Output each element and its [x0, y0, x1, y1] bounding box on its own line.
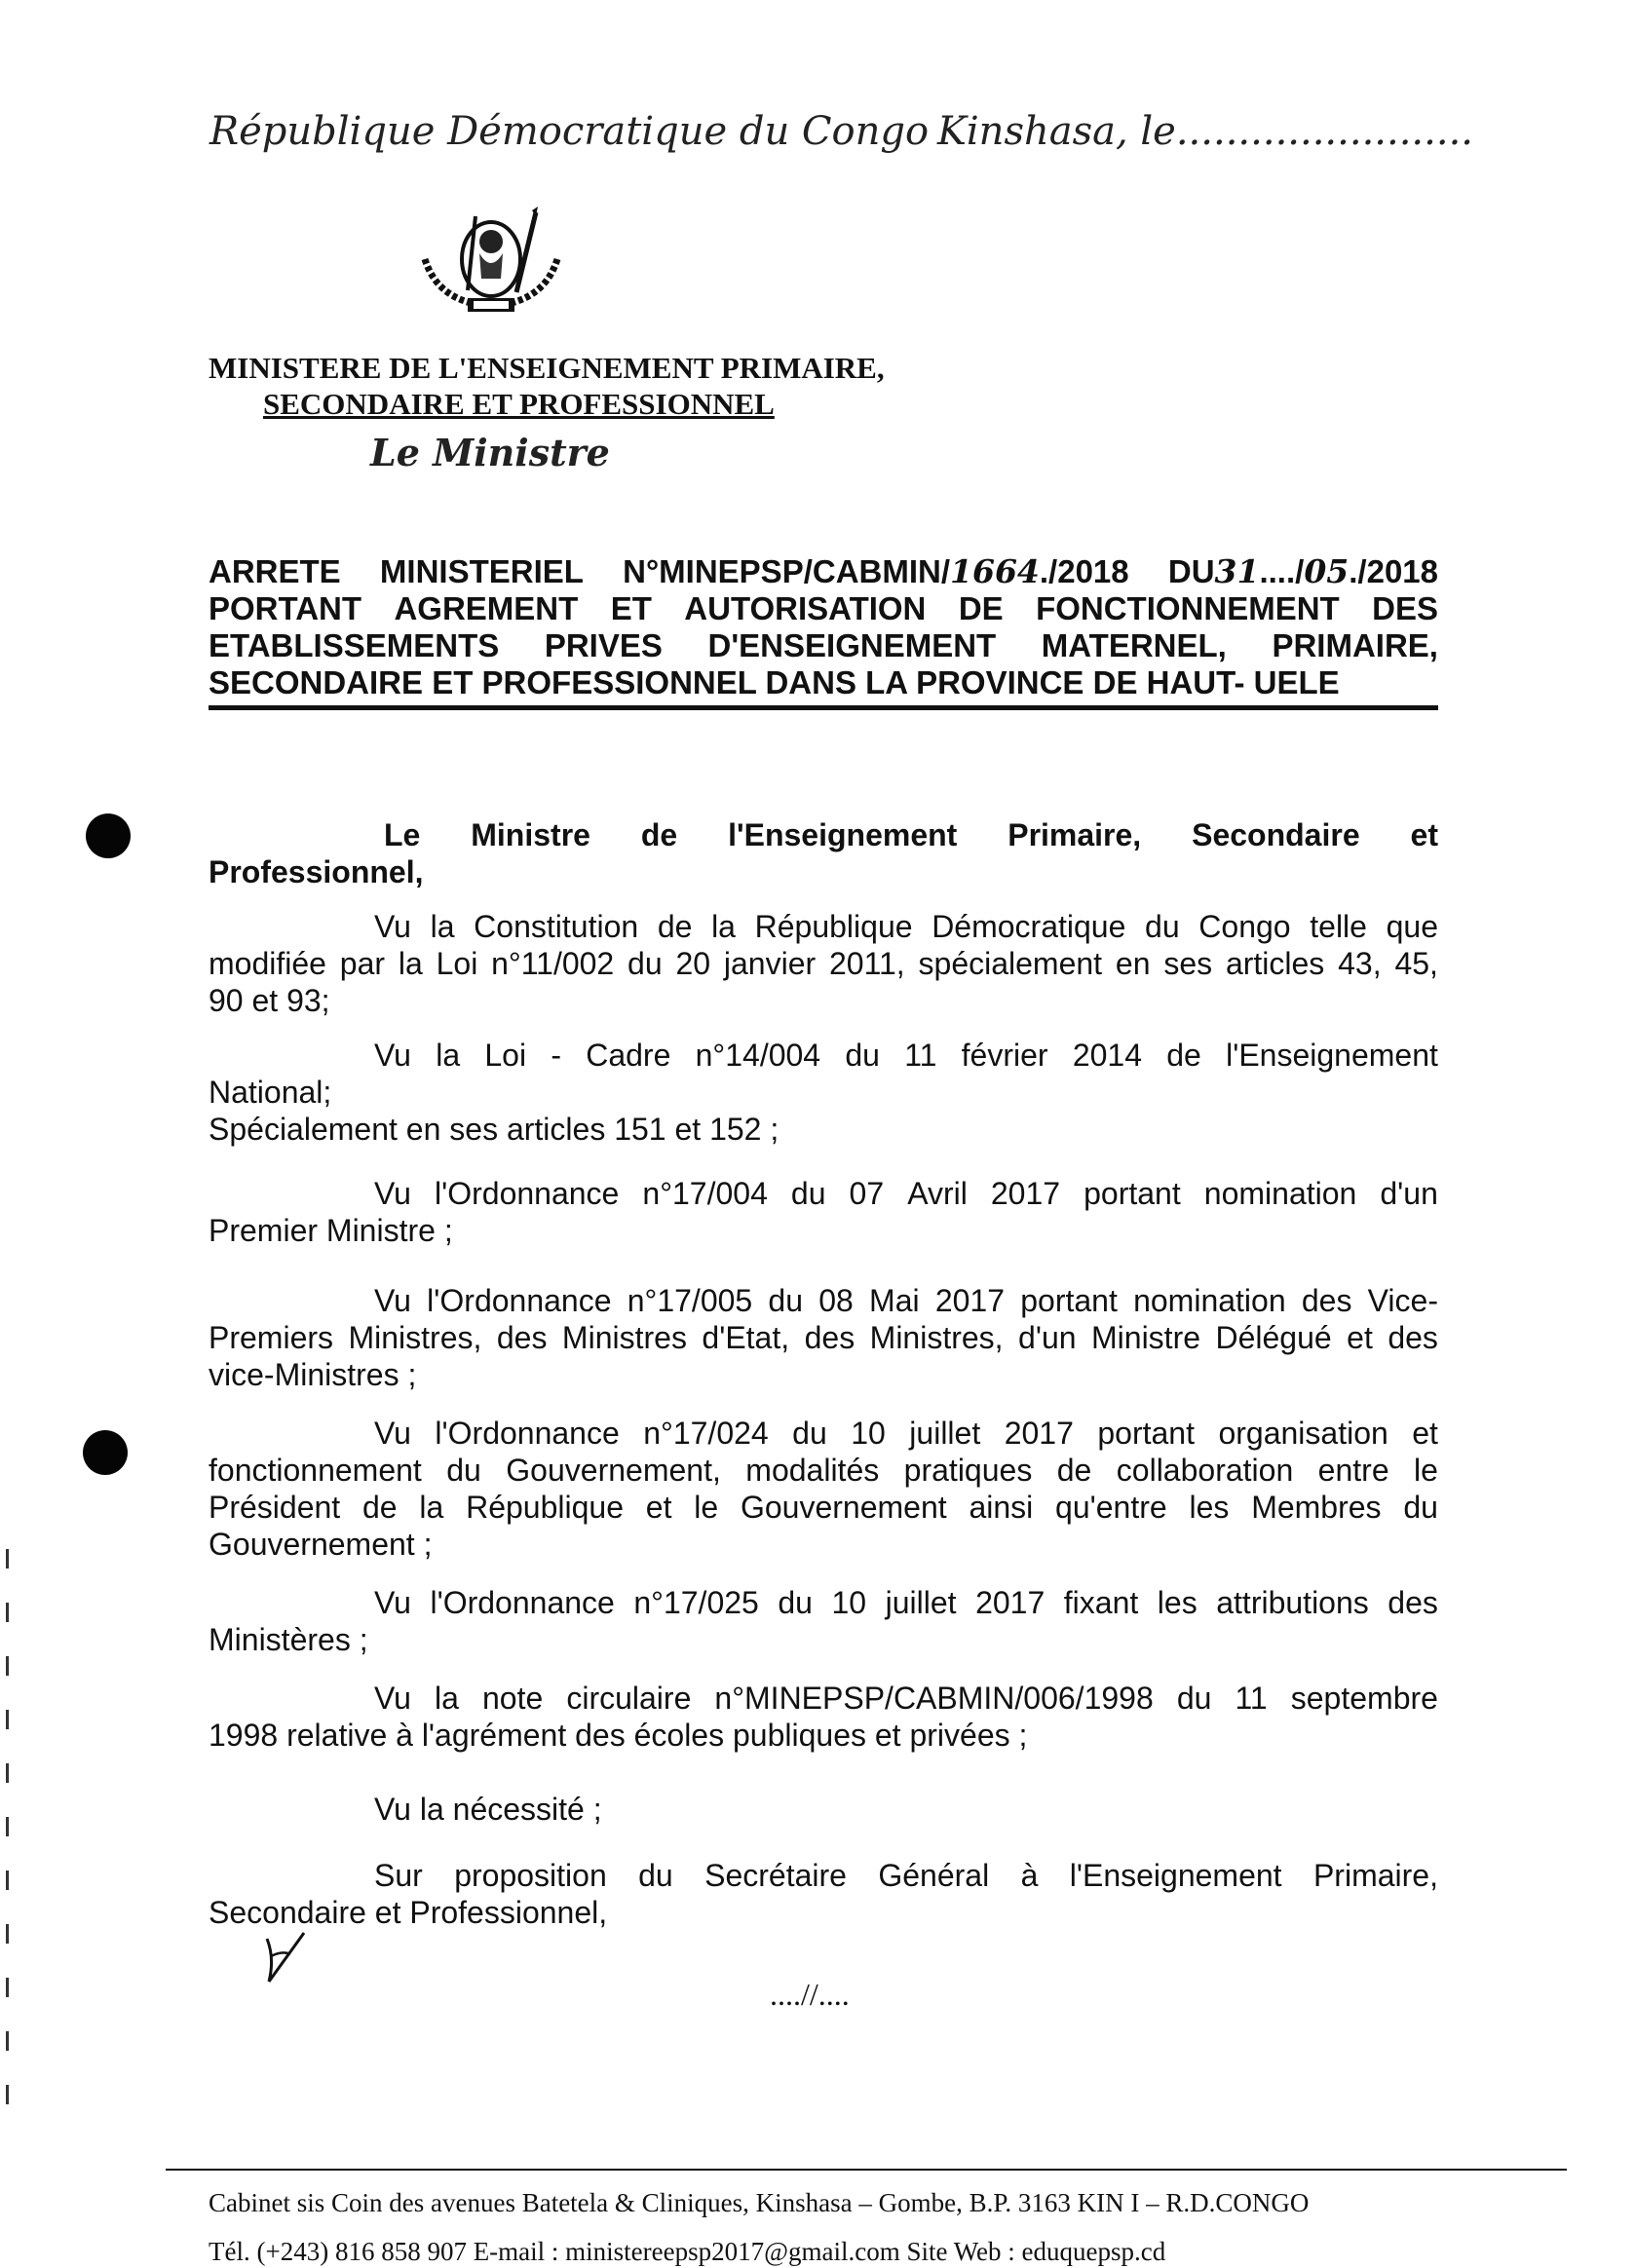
opening-line2: Professionnel, [209, 854, 424, 889]
footer-rule [166, 2169, 1567, 2171]
paragraph-loi-cadre-line3: Spécialement en ses articles 151 et 152 ; [209, 1112, 779, 1147]
decree-title-line3: ETABLISSEMENTS PRIVES D'ENSEIGNEMENT MATERNEL, PRIMAIRE, [209, 627, 1438, 663]
margin-mark [6, 1871, 9, 1890]
decree-date: DU31..../05./2018 [1167, 552, 1438, 590]
paragraph-ordonnance-005-line2: Premiers Ministres, des Ministres d'Etat, des Ministres, d'un Ministre Délégué et des [209, 1320, 1438, 1355]
paragraph-ordonnance-024-line4: Gouvernement ; [209, 1527, 433, 1562]
paragraph-note-circulaire-line2: 1998 relative à l'agrément des écoles publiques et privées ; [209, 1718, 1028, 1753]
coat-of-arms-emblem [407, 203, 575, 320]
decree-title-line1: ARRETE MINISTERIEL N°MINEPSP/CABMIN/1664./2018 DU31..../05./2018 [209, 552, 1438, 590]
punch-hole [86, 813, 131, 858]
paragraph-ordonnance-024-line2: fonctionnement du Gouvernement, modalités pratiques de collaboration entre le [209, 1453, 1438, 1488]
paragraph-ordonnance-004-line2: Premier Ministre ; [209, 1213, 453, 1248]
decree-reference: N°MINEPSP/CABMIN/1664./2018 [623, 552, 1129, 590]
ministry-name-line2: SECONDAIRE ET PROFESSIONNEL [263, 387, 775, 421]
paragraph-ordonnance-024: Vu l'Ordonnance n°17/024 du 10 juillet 2017 portant organisation et [374, 1416, 1438, 1451]
decree-title-line2: PORTANT AGREMENT ET AUTORISATION DE FONCTIONNEMENT DES [209, 590, 1438, 626]
place-date-line: Kinshasa, le........................ [937, 109, 1473, 154]
footer-contact-clip [209, 2225, 1475, 2268]
paragraph-ordonnance-025-line2: Ministères ; [209, 1622, 368, 1657]
minister-heading: Le Ministre [370, 431, 610, 474]
paragraph-ordonnance-025: Vu l'Ordonnance n°17/025 du 10 juillet 2017 fixant les attributions des [374, 1585, 1438, 1620]
title-rule [209, 705, 1438, 710]
footer-contact: Tél. (+243) 816 858 907 E-mail : ministereepsp2017@gmail.com Site Web : eduquepsp.cd [209, 2237, 1166, 2266]
paragraph-ordonnance-004: Vu l'Ordonnance n°17/004 du 07 Avril 2017 portant nomination d'un [374, 1176, 1438, 1211]
footer-address: Cabinet sis Coin des avenues Batetela & Cliniques, Kinshasa – Gombe, B.P. 3163 KIN I – R.D.CONGO [209, 2188, 1310, 2217]
paragraph-necessite: Vu la nécessité ; [374, 1792, 602, 1827]
margin-mark [6, 1603, 9, 1622]
paragraph-loi-cadre-line2: National; [209, 1075, 332, 1110]
opening-line: Le Ministre de l'Enseignement Primaire, Secondaire et [384, 817, 1438, 852]
continuation-marker: ....//.... [770, 1977, 850, 2012]
paragraph-constitution-line2: modifiée par la Loi n°11/002 du 20 janvier 2011, spécialement en ses articles 43, 45, [209, 946, 1438, 981]
paragraph-proposition-line2: Secondaire et Professionnel, [209, 1895, 608, 1930]
margin-mark [6, 2031, 9, 2051]
paragraph-loi-cadre: Vu la Loi - Cadre n°14/004 du 11 février 2014 de l'Enseignement [374, 1038, 1438, 1073]
decree-title-line4: SECONDAIRE ET PROFESSIONNEL DANS LA PROVINCE DE HAUT- UELE [209, 664, 1340, 700]
paragraph-constitution: Vu la Constitution de la République Démocratique du Congo telle que [374, 909, 1438, 944]
paragraph-constitution-line3: 90 et 93; [209, 983, 330, 1018]
paragraph-ordonnance-005: Vu l'Ordonnance n°17/005 du 08 Mai 2017 portant nomination des Vice- [374, 1283, 1438, 1318]
margin-mark [6, 1549, 9, 1569]
paragraph-ordonnance-005-line3: vice-Ministres ; [209, 1357, 417, 1392]
margin-mark [6, 2085, 9, 2104]
margin-mark [6, 1710, 9, 1729]
paraph-initial [261, 1929, 310, 1985]
margin-mark [6, 1656, 9, 1676]
margin-mark [6, 1978, 9, 1997]
paragraph-ordonnance-024-line3: Président de la République et le Gouvernement ainsi qu'entre les Membres du [209, 1490, 1438, 1525]
paragraph-proposition: Sur proposition du Secrétaire Général à l'Enseignement Primaire, [374, 1858, 1438, 1893]
paragraph-note-circulaire: Vu la note circulaire n°MINEPSP/CABMIN/006/1998 du 11 septembre [374, 1681, 1438, 1716]
margin-mark [6, 1763, 9, 1783]
republic-heading: République Démocratique du Congo [209, 109, 930, 154]
punch-hole [83, 1430, 128, 1475]
margin-mark [6, 1817, 9, 1836]
ministry-name-line1: MINISTERE DE L'ENSEIGNEMENT PRIMAIRE, [209, 351, 885, 385]
margin-mark [6, 1924, 9, 1944]
